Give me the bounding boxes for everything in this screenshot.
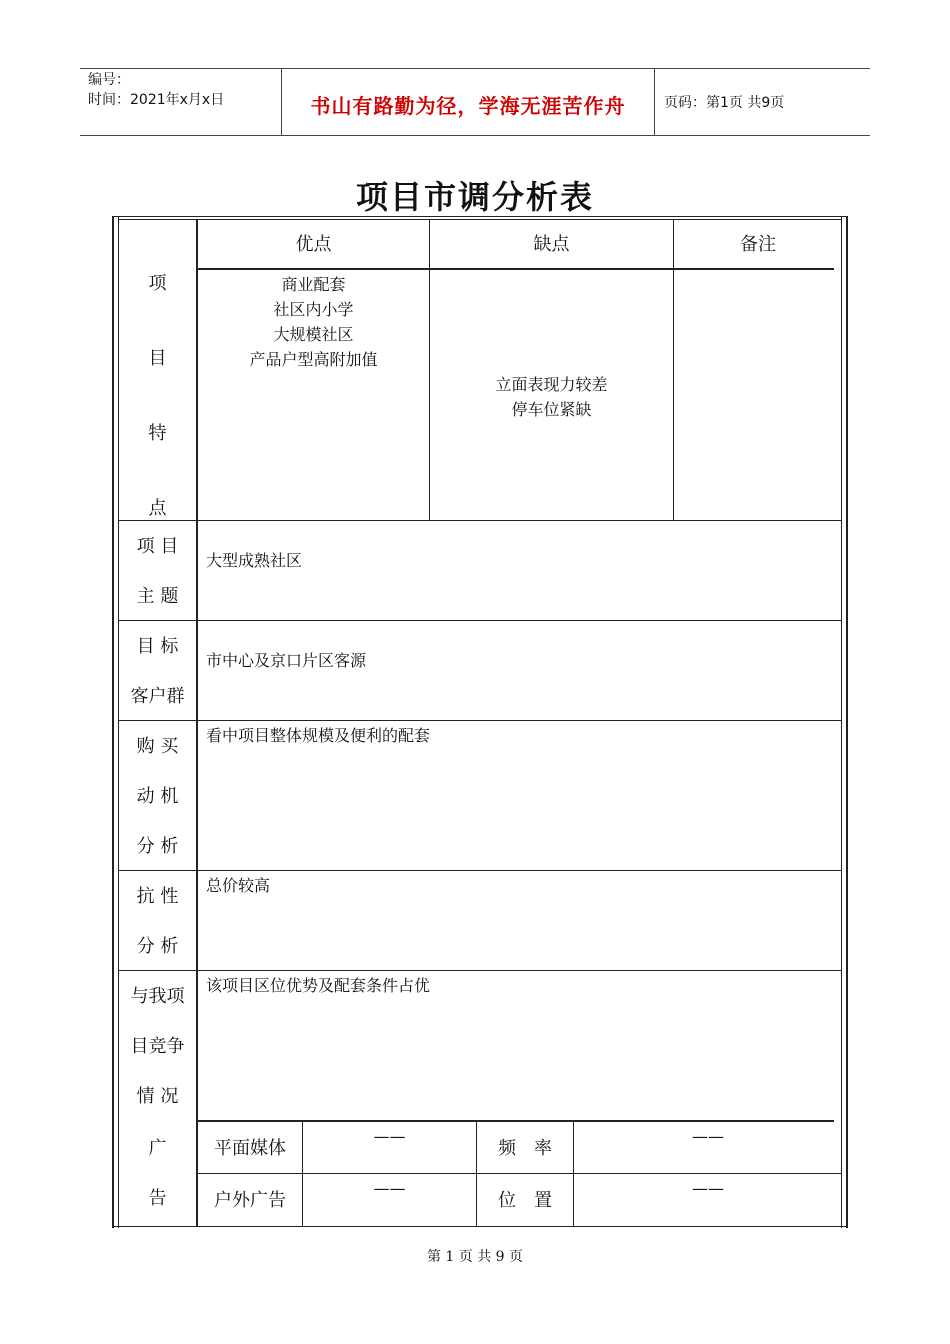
table-border-bottom [112, 1226, 848, 1227]
theme-value: 大型成熟社区 [206, 551, 303, 570]
motivation-label-line: 分 析 [136, 836, 179, 857]
competition-label-line: 情 况 [136, 1086, 179, 1107]
page-title: 项目市调分析表 [355, 178, 594, 216]
ads-frequency-value: —— [692, 1127, 724, 1146]
pros-item: 商业配套 [281, 275, 346, 294]
theme-label [119, 522, 196, 622]
table-border-right-inner [841, 216, 842, 1228]
row-rule [118, 970, 842, 971]
pros-item: 产品户型高附加值 [249, 350, 378, 369]
pros-item: 社区内小学 [273, 300, 354, 319]
table-border-top [112, 216, 848, 217]
features-header-rule [198, 268, 834, 270]
row-rule [198, 1120, 834, 1122]
ads-print-media-value: —— [373, 1127, 406, 1146]
row-rule [118, 870, 842, 871]
resistance-label-line: 分 析 [136, 936, 179, 957]
target-label-line: 目 标 [136, 636, 179, 657]
ads-label-char: 告 [148, 1188, 167, 1209]
header-divider [654, 68, 655, 136]
motivation-label-line: 购 买 [136, 736, 179, 757]
motivation-label [119, 722, 196, 872]
competition-value: 该项目区位优势及配套条件占优 [206, 976, 431, 995]
row-rule [118, 520, 842, 521]
page-info: 页码：第1页 共9页 [664, 95, 785, 111]
table-border-left [112, 216, 114, 1228]
cons-item: 停车位紧缺 [511, 400, 592, 419]
features-col-divider [673, 219, 674, 521]
target-value: 市中心及京口片区客源 [206, 651, 367, 670]
ads-outdoor-value: —— [373, 1179, 406, 1198]
ads-row-rule [198, 1173, 842, 1174]
competition-label [119, 972, 196, 1122]
features-label-char: 目 [148, 348, 167, 369]
motivation-label-line: 动 机 [136, 786, 179, 807]
ads-outdoor: 户外广告 [214, 1190, 286, 1211]
motivation-value: 看中项目整体规模及便利的配套 [206, 726, 431, 745]
row-rule [118, 620, 842, 621]
row-rule [118, 720, 842, 721]
ads-print-media: 平面媒体 [214, 1138, 286, 1159]
serial-label: 编号： [88, 72, 130, 88]
pros-list [198, 272, 429, 372]
time-label: 时间：2021年x月x日 [88, 92, 225, 108]
cons-item: 立面表现力较差 [495, 375, 608, 394]
ads-label-char: 广 [148, 1138, 167, 1159]
ads-frequency-label: 频 率 [498, 1138, 552, 1159]
table-border-top-inner [118, 219, 842, 220]
resistance-value: 总价较高 [206, 876, 271, 895]
competition-label-line: 目竞争 [130, 1036, 185, 1057]
motto: 书山有路勤为径，学海无涯苦作舟 [310, 94, 626, 118]
features-label [119, 246, 196, 546]
resistance-label [119, 872, 196, 972]
header-top-rule [80, 68, 870, 69]
page-footer: 第 1 页 共 9 页 [426, 1249, 524, 1265]
features-label-char: 项 [148, 273, 167, 294]
header-bottom-rule [80, 135, 870, 136]
col-header-pros: 优点 [295, 234, 332, 255]
theme-label-line: 项 目 [136, 536, 179, 557]
col-header-cons: 缺点 [533, 234, 570, 255]
competition-label-line: 与我项 [130, 986, 185, 1007]
ads-location-label: 位 置 [498, 1190, 552, 1211]
cons-list [430, 372, 673, 422]
ads-label [119, 1124, 196, 1224]
pros-item: 大规模社区 [273, 325, 354, 344]
theme-label-line: 主 题 [136, 586, 179, 607]
col-header-notes: 备注 [740, 234, 776, 255]
features-label-char: 特 [148, 423, 167, 444]
features-label-char: 点 [148, 498, 167, 519]
target-label [119, 622, 196, 722]
table-border-right [846, 216, 848, 1228]
ads-location-value: —— [692, 1179, 724, 1198]
target-label-line: 客户群 [130, 686, 185, 707]
resistance-label-line: 抗 性 [136, 886, 179, 907]
features-col-divider [429, 219, 430, 521]
